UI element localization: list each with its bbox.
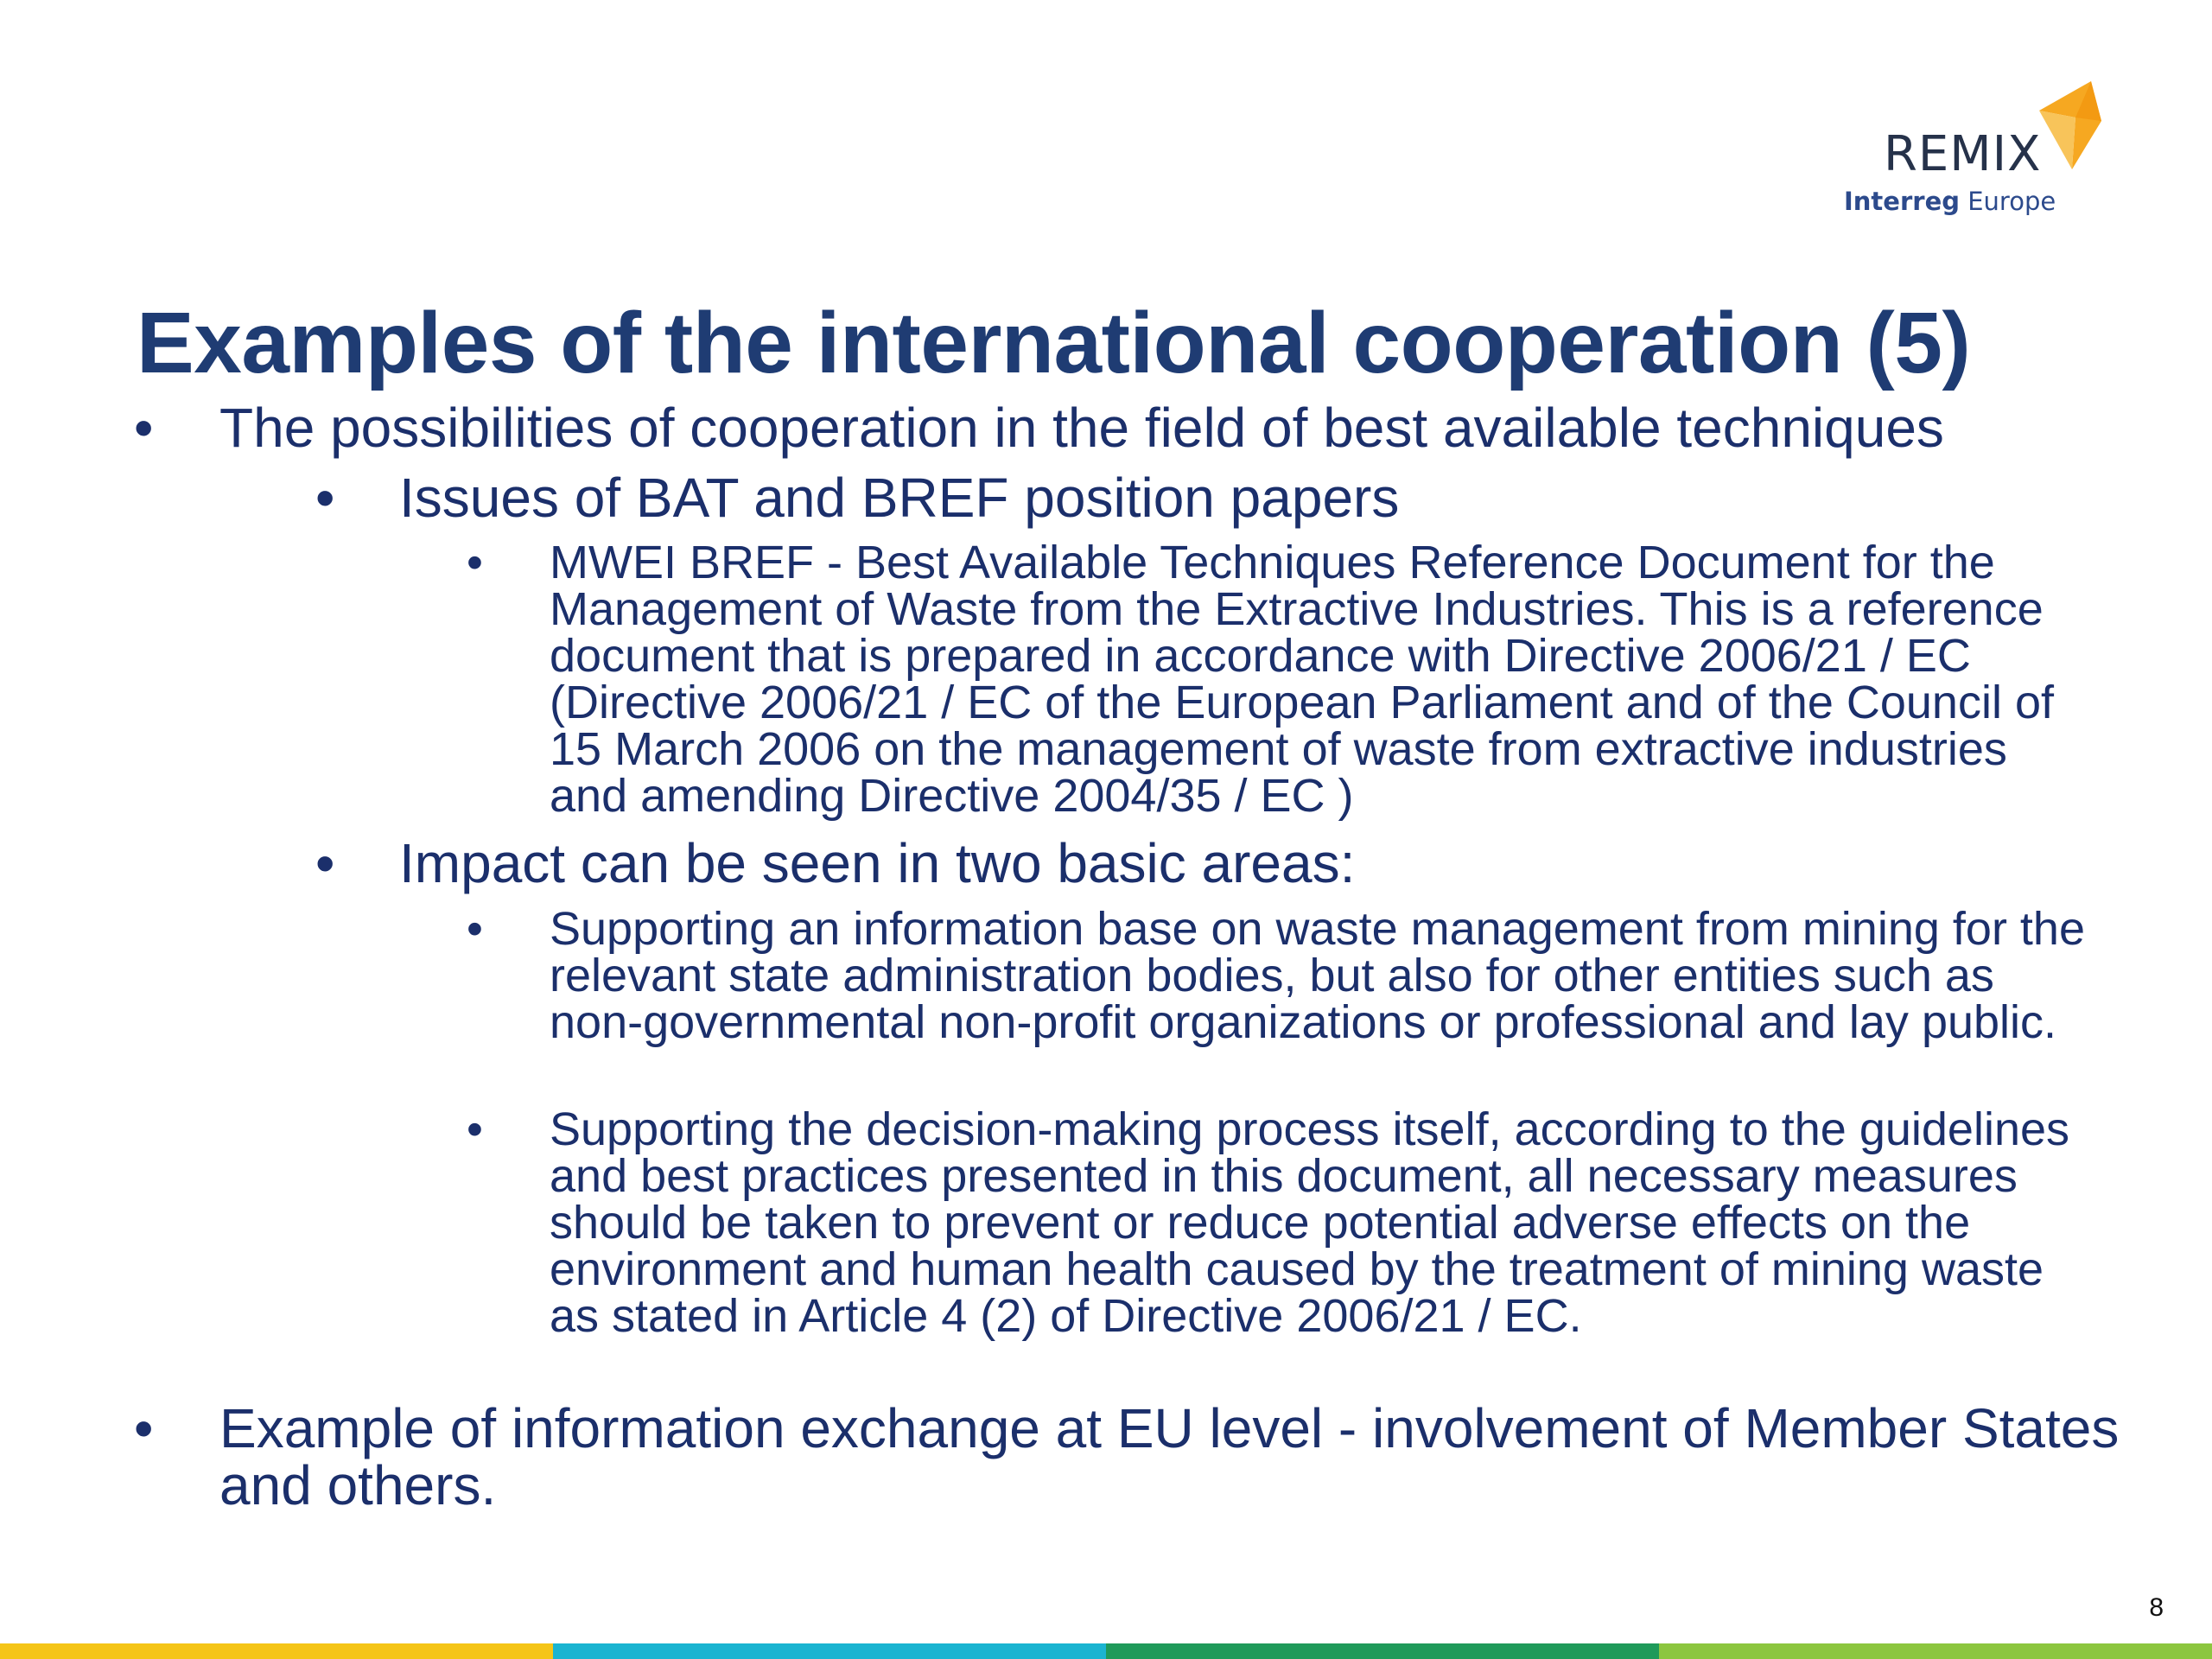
bullet-level1	[134, 397, 2147, 459]
bullet-text: Supporting the decision-making process itself, according to the guidelines and best practices presented in this document, all necessary measures should be taken to prevent or reduce potential adverse effects on the environment and human health caused by the treatment of mining waste as stated in Article 4 (2) of Directive 2006/21 / EC.	[550, 1103, 2070, 1342]
bullet-text: Example of information exchange at EU level - involvement of Member States and others.	[219, 1397, 2120, 1516]
bullet-level2	[315, 467, 2130, 529]
logo-subtitle	[1844, 187, 2120, 216]
bullet-text: Supporting an information base on waste management from mining for the relevant state administration bodies, but also for other entities such as non-governmental non-profit organizations or professional and lay public.	[550, 903, 2085, 1048]
bullet-dot-icon: •	[134, 397, 154, 459]
bullet-dot-icon: •	[134, 1397, 154, 1459]
bullet-level3	[467, 903, 2091, 1048]
page-number: 8	[2149, 1593, 2164, 1622]
footer-bar-yellow	[0, 1643, 553, 1659]
logo-name: REMIX	[1884, 126, 2042, 182]
slide-title: Examples of the international cooperation (5)	[137, 295, 1971, 391]
bullet-text: The possibilities of cooperation in the field of best available techniques	[219, 397, 1944, 459]
bullet-text: Impact can be seen in two basic areas:	[399, 832, 1356, 894]
bullet-level2	[315, 832, 2130, 894]
bullet-text: Issues of BAT and BREF position papers	[399, 467, 1400, 529]
footer-bar-cyan	[553, 1643, 1106, 1659]
bullet-text: MWEI BREF - Best Available Techniques Reference Document for the Management of Waste from the Extractive Industries. This is a reference document that is prepared in accordance with Directive 2006/21 / EC (Directive 2006/21 / EC of the European Parliament and of the Council of 15 March 2006 on the management of waste from extractive industries and amending Directive 2004/35 / EC )	[550, 537, 2054, 822]
logo-sub-bold: Interreg	[1844, 187, 1960, 216]
bullet-level1	[134, 1397, 2147, 1516]
bullet-dot-icon: •	[467, 537, 483, 588]
bullet-dot-icon: •	[467, 1103, 483, 1155]
bullet-level3	[467, 537, 2091, 822]
bullet-dot-icon: •	[315, 832, 335, 894]
bullet-level3	[467, 1103, 2091, 1342]
bullet-dot-icon: •	[315, 467, 335, 529]
logo-sub-rest: Europe	[1960, 187, 2056, 216]
footer-bar-lime	[1659, 1643, 2212, 1659]
footer-bar-green	[1106, 1643, 1659, 1659]
bullet-dot-icon: •	[467, 903, 483, 955]
remix-interreg-logo	[1832, 76, 2117, 223]
